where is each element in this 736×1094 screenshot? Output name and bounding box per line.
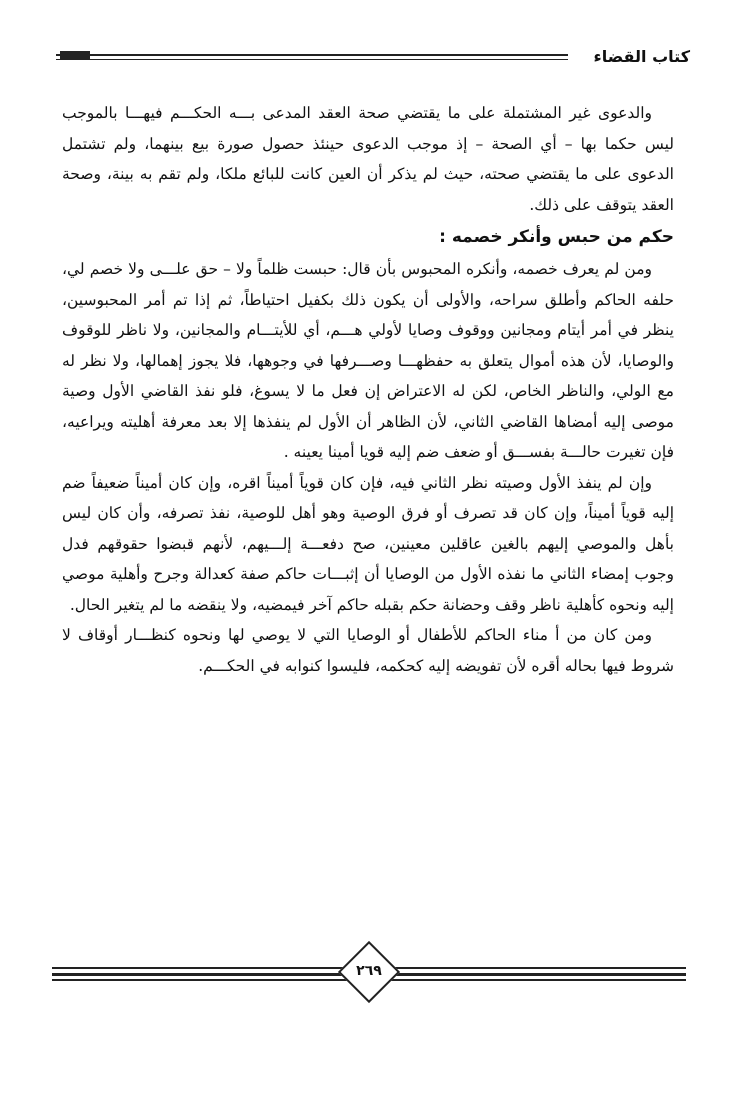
page-footer xyxy=(52,948,686,998)
header-rule xyxy=(56,59,568,60)
chapter-title: كتاب القضاء xyxy=(593,47,690,66)
body-paragraph: ومن كان من أ مناء الحاكم للأطفال أو الوصايا التي لا يوصي لها ونحوه كنظـــار أوقاف لا شروط فيها بحاله أقره لأن تفويضه إليه كحكمه، فليسوا كنوابه في الحكـــم. xyxy=(62,626,674,675)
page-number: ٢٦٩ xyxy=(356,963,382,979)
running-header xyxy=(56,40,690,78)
body-paragraph: ومن لم يعرف خصمه، وأنكره المحبوس بأن قال: حبست ظلماً ولا – حق علـــى ولا خصم لي، حلفه الحاكم وأطلق سراحه، والأولى أن يكون ذلك بكفيل احتياطاً، ثم إذا تم أمر المحبوسين، ينظر في أمر أيتام ومجانين ووقوف وصايا لأولي هـــم، أي للأيتـــام والمجانين، ولا ناظر للوقوف والوصايا، لأن هذه أموال يتعلق به حفظهـــا وصـــرفها في وجوهها، فلا يجوز إهمالها، ولا نظر له مع الولي، والناظر الخاص، لكن له الاعتراض إن فعل ما لا يسوغ، فلو نفذ القاضي الأول وصية موصى إليه أمضاها القاضي الثاني، لأن الظاهر أن الأول لم ينفذها إلا بعد معرفة أهليته ويراعيه، فإن تغيرت حالـــة بفســـق أو ضعف ضم إليه قويا أمينا يعينه . xyxy=(62,260,674,461)
body-paragraph: وإن لم ينفذ الأول وصيته نظر الثاني فيه، فإن كان قوياً أميناً اقره، وإن كان أميناً ضعيفاً ضم إليه قوياً أميناً، وإن كان قد تصرف أو فرق الوصية وهو أهل للوصية، نفذ تصرفه، وأن كان ليس بأهل والموصي إليهم بالغين عاقلين معينين، صح دفعـــة إلـــيهم، لأنهم قبضوا حقوقهم فدل وجوب إمضاء الثاني ما نفذه الأول من الوصايا أن إثبـــات حاكم صفة كعدالة وجرح وأهلية موصي إليه ونحوه كأهلية ناظر وقف وحضانة حكم بقبله حاكم آخر فيمضيه، ولا ينقضه ما لم يتغير الحال. xyxy=(62,473,674,614)
section-heading: حكم من حبس وأنكر خصمه : xyxy=(439,227,674,247)
header-rule xyxy=(56,54,568,56)
body-paragraph: والدعوى غير المشتملة على ما يقتضي صحة العقد المدعى بـــه الحكـــم فيهـــا بالموجب ليس حكما بها – أي الصحة – إذ موجب الدعوى حينئذ حصول صورة بيع بينهما، ولم تشتمل الدعوى على ما يقتضي صحته، حيث لم يذكر أن العين كانت للبائع ملكا، ولم تقم به بينة، وصحة العقد يتوقف على ذلك. xyxy=(62,104,674,214)
page-body xyxy=(62,98,674,681)
